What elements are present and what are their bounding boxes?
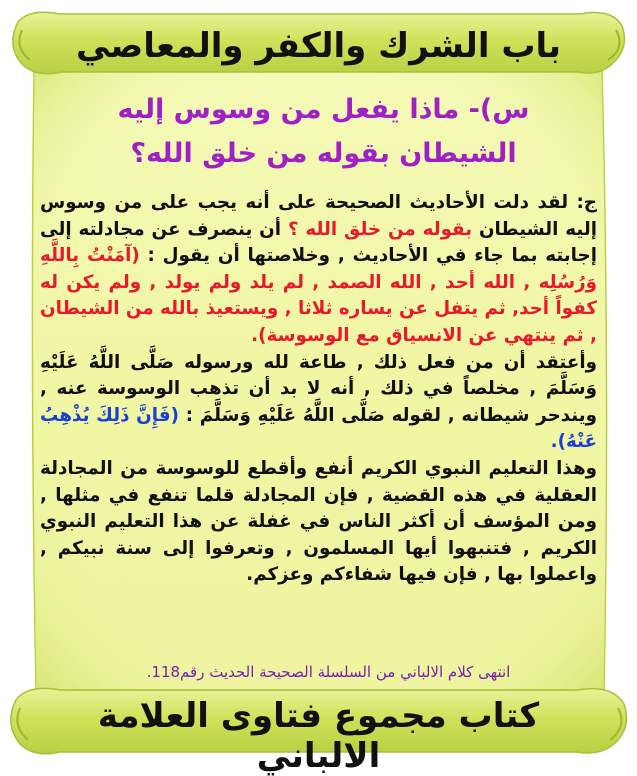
answer-intro: ج: لقد دلت الأحاديث الصحيحة على أنه يجب على من وسوس إليه الشيطان <box>40 192 597 240</box>
answer-body <box>40 190 597 589</box>
answer-paragraph-1 <box>40 190 597 350</box>
question-text: س)- ماذا يفعل من وسوس إليه الشيطان بقوله من خلق الله؟ <box>117 94 530 169</box>
belief-text: وأعتقد أن من فعل ذلك , طاعة لله ورسوله صَلَّى اللَّهُ عَلَيْهِ وَسَلَّمَ , مخلصاً في ذلك , أنه لا بد أن تذهب الوسوسة عنه , ويندحر شيطانه , لقوله صَلَّى اللَّهُ عَلَيْهِ وَسَلَّمَ : <box>40 351 597 426</box>
source-citation: انتهى كلام الالباني من السلسلة الصحيحة الحديث رقم118. <box>146 663 511 681</box>
answer-paragraph-2 <box>40 350 597 456</box>
answer-continuation: أن ينصرف عن مجادلته إلى إجابته بما جاء في الأحاديث , وخلاصتها أن يقول : <box>40 218 597 267</box>
highlighted-phrase: بقوله من خلق الله ؟ <box>287 218 473 240</box>
book-title: كتاب مجموع فتاوى العلامة الالباني <box>97 696 540 776</box>
hadith-quote: (فَإِنَّ ذَلِكَ يُذْهِبُ عَنْهُ). <box>40 404 597 453</box>
page-title: باب الشرك والكفر والمعاصي <box>75 26 562 66</box>
recitation-quote: (آمَنْتُ بِاللَّهِ وَرُسُلِه , الله أحد , الله الصمد , لم يلد ولم يولد , ولم يكن له كفواً أحد, ثم يتفل عن يساره ثلاثا , ويستعيذ بالله من الشيطان , ثم ينتهي عن الانسياق مع الوسوسة). <box>40 245 597 346</box>
answer-paragraph-3: وهذا التعليم النبوي الكريم أنفع وأقطع للوسوسة من المجادلة العقلية في هذه القضية , فإن المجادلة قلما تنفع في مثلها , ومن المؤسف أن أكثر الناس في غفلة عن هذا التعليم النبوي الكريم , فتنبهوا أيها المسلمون , وتعرفوا إلى سنة نبيكم , واعملوا بها , فإن فيها شفاءكم وعزكم. <box>40 457 597 586</box>
